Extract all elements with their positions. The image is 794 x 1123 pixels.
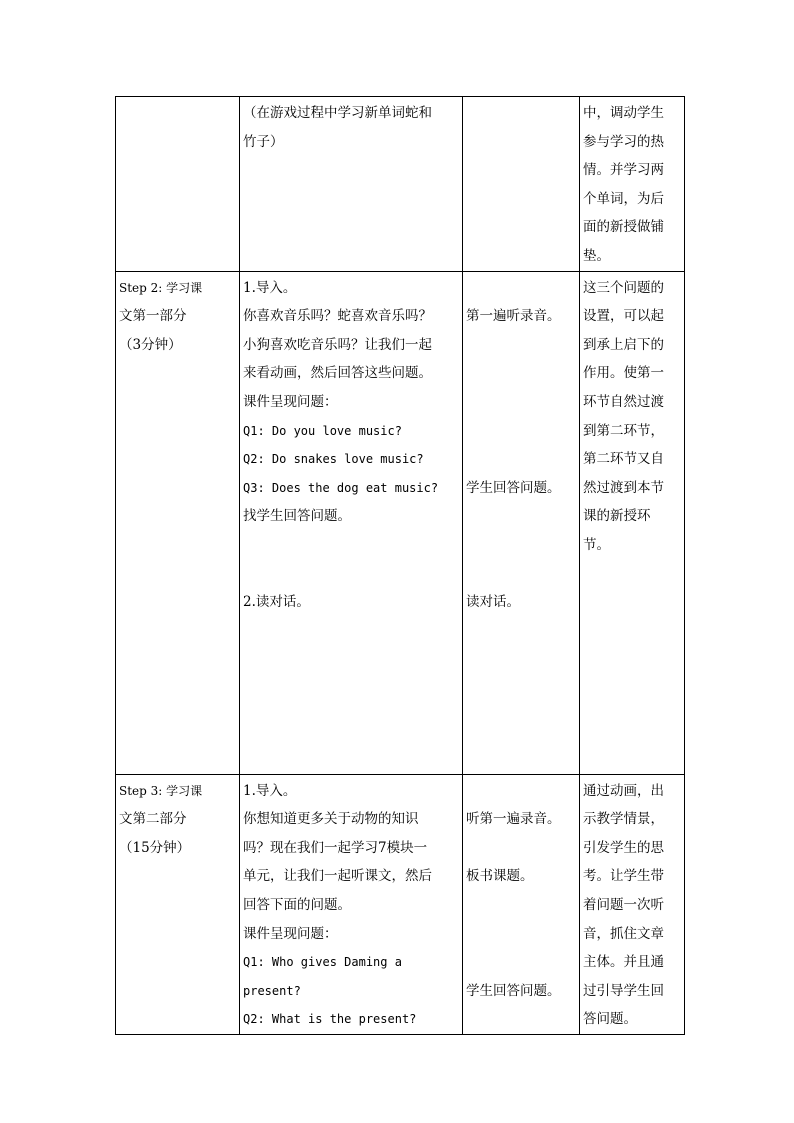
blank-line <box>466 274 576 303</box>
text-line: Q1: Do you love music? <box>243 423 402 438</box>
text-line: 板书课题。 <box>466 868 534 885</box>
text-line: 参与学习的热 <box>583 133 664 150</box>
blank-line <box>466 331 576 360</box>
text-line: 环节自然过渡 <box>583 393 664 410</box>
student-activity-cell <box>463 774 580 1034</box>
text-line: 单元，让我们一起听课文，然后 <box>243 868 432 885</box>
text-line: 课件呈现问题： <box>243 393 338 410</box>
text-line: （15分钟） <box>119 839 191 856</box>
text-line: 课件呈现问题： <box>243 925 338 942</box>
text-line: 竹子） <box>243 133 284 150</box>
text-line: 答问题。 <box>583 1011 637 1028</box>
text-line: 着问题一次听 <box>583 896 664 913</box>
table-row <box>116 774 685 1034</box>
text-line: （在游戏过程中学习新单词蛇和 <box>243 105 432 121</box>
step-cell <box>116 97 240 272</box>
blank-line <box>466 834 576 863</box>
text-line: 1.导入。 <box>243 279 297 296</box>
text-line: 你想知道更多关于动物的知识 <box>243 811 419 828</box>
purpose-cell <box>580 774 685 1034</box>
blank-line <box>466 388 576 417</box>
text-line: Q2: What is the present? <box>243 1012 417 1027</box>
step-cell <box>116 774 240 1034</box>
blank-line <box>466 948 576 977</box>
blank-line <box>466 359 576 388</box>
text-line: Step 3: 学习课 <box>119 783 203 798</box>
text-line: 找学生回答问题。 <box>243 508 351 525</box>
blank-line <box>466 891 576 920</box>
text-line: 第二环节又自 <box>583 451 664 468</box>
text-line: Q2: Do snakes love music? <box>243 452 424 467</box>
text-line: 节。 <box>583 536 610 553</box>
purpose-cell <box>580 97 685 272</box>
text-line: 听第一遍录音。 <box>466 811 561 828</box>
blank-line <box>466 560 576 589</box>
text-line: 面的新授做铺 <box>583 219 664 236</box>
text-line: 到承上启下的 <box>583 336 664 353</box>
text-line: 引发学生的思 <box>583 839 664 856</box>
text-line: 垫。 <box>583 247 610 264</box>
student-activity-cell <box>463 271 580 774</box>
text-line: 文第二部分 <box>119 811 187 828</box>
text-line: 学生回答问题。 <box>466 982 561 999</box>
table-row <box>116 97 685 272</box>
text-line: 过引导学生回 <box>583 982 664 999</box>
teacher-activity-cell <box>240 97 463 272</box>
text-line: 设置，可以起 <box>583 308 664 325</box>
text-line: 主体。并且通 <box>583 954 664 971</box>
text-line: 作用。使第一 <box>583 365 664 382</box>
text-line: 情。并学习两 <box>583 162 664 179</box>
text-line: 第一遍听录音。 <box>466 308 561 325</box>
text-line: 到第二环节， <box>583 422 664 439</box>
text-line: present? <box>243 983 301 998</box>
text-line: 来看动画，然后回答这些问题。 <box>243 365 432 382</box>
blank-line <box>243 531 459 560</box>
text-line: 通过动画，出 <box>583 782 664 799</box>
blank-line <box>466 1005 576 1034</box>
teacher-activity-cell <box>240 271 463 774</box>
text-line: 文第一部分 <box>119 308 187 325</box>
text-line: 你喜欢音乐吗？蛇喜欢音乐吗？ <box>243 308 432 325</box>
text-line: 考。让学生带 <box>583 868 664 885</box>
text-line: 示教学情景， <box>583 811 664 828</box>
text-line: 1.导入。 <box>243 782 297 799</box>
lesson-plan-table <box>115 96 685 1035</box>
text-line: Step 2: 学习课 <box>119 280 203 295</box>
blank-line <box>466 502 576 531</box>
text-line: 中，调动学生 <box>583 105 664 121</box>
text-line: 个单词，为后 <box>583 190 664 207</box>
text-line: Q3: Does the dog eat music? <box>243 480 439 495</box>
text-line: （3分钟） <box>119 336 182 353</box>
text-line: 2.读对话。 <box>243 594 310 611</box>
student-activity-cell <box>463 97 580 272</box>
blank-line <box>466 920 576 949</box>
text-line: 这三个问题的 <box>583 279 664 296</box>
blank-line <box>466 445 576 474</box>
text-line: 学生回答问题。 <box>466 479 561 496</box>
blank-line <box>466 417 576 446</box>
blank-line <box>243 560 459 589</box>
text-line: 小狗喜欢吃音乐吗？让我们一起 <box>243 336 432 353</box>
text-line: Q1: Who gives Daming a <box>243 955 402 970</box>
text-line: 然过渡到本节 <box>583 479 664 496</box>
blank-line <box>466 531 576 560</box>
step-cell <box>116 271 240 774</box>
text-line: 吗？现在我们一起学习7模块一 <box>243 839 428 856</box>
text-line: 读对话。 <box>466 594 520 611</box>
text-line: 音，抓住文章 <box>583 925 664 942</box>
purpose-cell <box>580 271 685 774</box>
text-line: 课的新授环 <box>583 508 651 525</box>
blank-line <box>466 777 576 806</box>
text-line: 回答下面的问题。 <box>243 896 351 913</box>
table-row <box>116 271 685 774</box>
teacher-activity-cell <box>240 774 463 1034</box>
